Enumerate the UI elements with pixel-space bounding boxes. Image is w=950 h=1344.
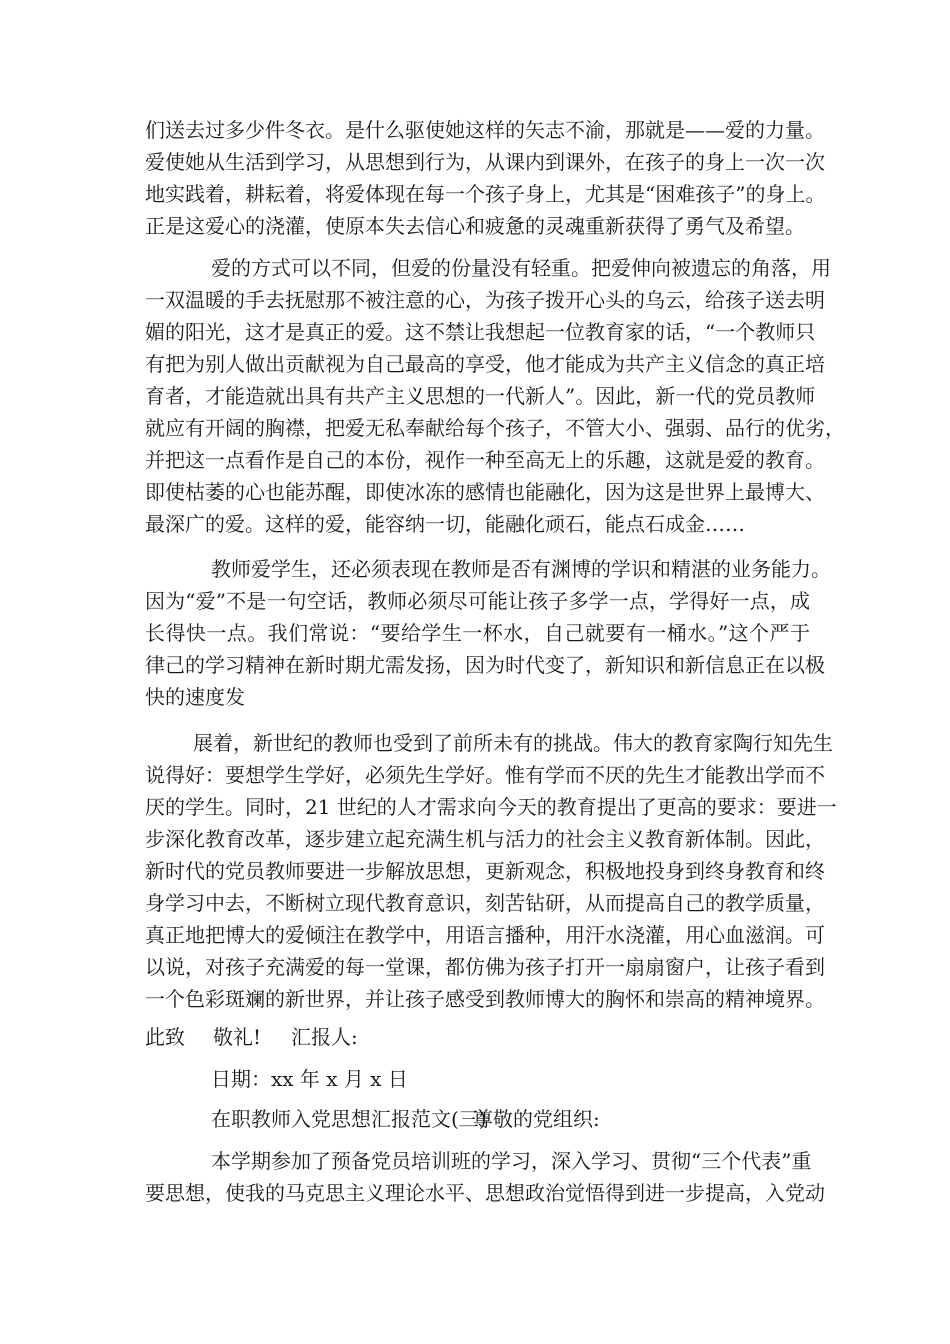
text-line: 真正地把博大的爱倾注在教学中，用语言播种，用汗水浇灌，用心血滋润。可 bbox=[145, 923, 825, 947]
text-line: 们送去过多少件冬衣。是什么驱使她这样的矢志不渝，那就是——爱的力量。 bbox=[145, 118, 825, 142]
text-line: 以说，对孩子充满爱的每一堂课，都仿佛为孩子打开一扇扇窗户，让孩子看到 bbox=[145, 955, 825, 979]
paragraph-5 bbox=[145, 1145, 825, 1209]
date-line: 日期：xx 年 x 月 x 日 bbox=[211, 1067, 408, 1091]
text-line: 爱的方式可以不同，但爱的份量没有轻重。把爱伸向被遗忘的角落，用 bbox=[211, 256, 831, 280]
text-line: 厌的学生。同时，21 世纪的人才需求向今天的教育提出了更高的要求：要进一 bbox=[145, 795, 837, 819]
date-block bbox=[145, 1063, 810, 1095]
paragraph-1 bbox=[145, 114, 826, 242]
reporter-label: 汇报人: bbox=[291, 1025, 358, 1049]
text-line: 展着，新世纪的教师也受到了前所未有的挑战。伟大的教育家陶行知先生 bbox=[193, 731, 833, 755]
text-line: 步深化教育改革，逐步建立起充满生机与活力的社会主义教育新体制。因此， bbox=[145, 827, 825, 851]
text-line: 一个色彩斑斓的新世界，并让孩子感受到教师博大的胸怀和崇高的精神境界。 bbox=[145, 987, 825, 1011]
text-line: 律己的学习精神在新时期尤需发扬，因为时代变了，新知识和新信息正在以极 bbox=[145, 653, 825, 677]
greeting-text: 尊敬的党组织: bbox=[473, 1107, 600, 1131]
text-line: 长得快一点。我们常说：“要给学生一杯水，自己就要有一桶水。”这个严于 bbox=[145, 621, 810, 645]
salutation-text: 此致 bbox=[145, 1025, 185, 1049]
closing-line bbox=[145, 1021, 810, 1053]
text-line: 地实践着，耕耘着，将爱体现在每一个孩子身上，尤其是“困难孩子”的身上。 bbox=[145, 182, 826, 206]
text-line: 最深广的爱。这样的爱，能容纳一切，能融化顽石，能点石成金…… bbox=[145, 512, 745, 536]
paragraph-2 bbox=[145, 252, 845, 540]
text-line: 身学习中去，不断树立现代教育意识，刻苦钻研，从而提高自己的教学质量， bbox=[145, 891, 825, 915]
text-line: 有把为别人做出贡献视为自己最高的享受，他才能成为共产主义信念的真正培 bbox=[145, 352, 825, 376]
text-line: 因为“爱”不是一句空话，教师必须尽可能让孩子多学一点，学得好一点，成 bbox=[145, 589, 810, 613]
text-line: 爱使她从生活到学习，从思想到行为，从课内到课外，在孩子的身上一次一次 bbox=[145, 150, 825, 174]
text-line: 快的速度发 bbox=[145, 685, 245, 709]
text-line: 说得好：要想学生学好，必须先生学好。惟有学而不厌的先生才能教出学而不 bbox=[145, 763, 825, 787]
text-line: 正是这爱心的浇灌，使原本失去信心和疲惫的灵魂重新获得了勇气及希望。 bbox=[145, 214, 805, 238]
text-line: 一双温暖的手去抚慰那不被注意的心，为孩子拨开心头的乌云，给孩子送去明 bbox=[145, 288, 825, 312]
text-line: 教师爱学生，还必须表现在教师是否有渊博的学识和精湛的业务能力。 bbox=[211, 557, 831, 581]
text-line: 并把这一点看作是自己的本份，视作一种至高无上的乐趣，这就是爱的教育。 bbox=[145, 448, 825, 472]
title-block bbox=[145, 1103, 810, 1135]
title-line bbox=[145, 1103, 600, 1135]
paragraph-3 bbox=[145, 553, 831, 713]
text-line: 育者，才能造就出具有共产主义思想的一代新人”。因此，新一代的党员教师 bbox=[145, 384, 816, 408]
text-line: 就应有开阔的胸襟，把爱无私奉献给每个孩子，不管大小、强弱、品行的优劣， bbox=[145, 416, 845, 440]
paragraph-4 bbox=[145, 727, 837, 1015]
text-line: 即使枯萎的心也能苏醒，即使冰冻的感情也能融化，因为这是世界上最博大、 bbox=[145, 480, 825, 504]
document-title: 在职教师入党思想汇报范文(三) bbox=[211, 1107, 487, 1131]
respect-text: 敬礼! bbox=[213, 1025, 262, 1049]
closing-text bbox=[145, 1021, 358, 1053]
text-line: 要思想，使我的马克思主义理论水平、思想政治觉悟得到进一步提高，入党动 bbox=[145, 1181, 825, 1205]
text-line: 新时代的党员教师要进一步解放思想，更新观念，积极地投身到终身教育和终 bbox=[145, 859, 825, 883]
text-line: 媚的阳光，这才是真正的爱。这不禁让我想起一位教育家的话，“一个教师只 bbox=[145, 320, 816, 344]
text-line: 本学期参加了预备党员培训班的学习，深入学习、贯彻“三个代表”重 bbox=[211, 1149, 812, 1173]
